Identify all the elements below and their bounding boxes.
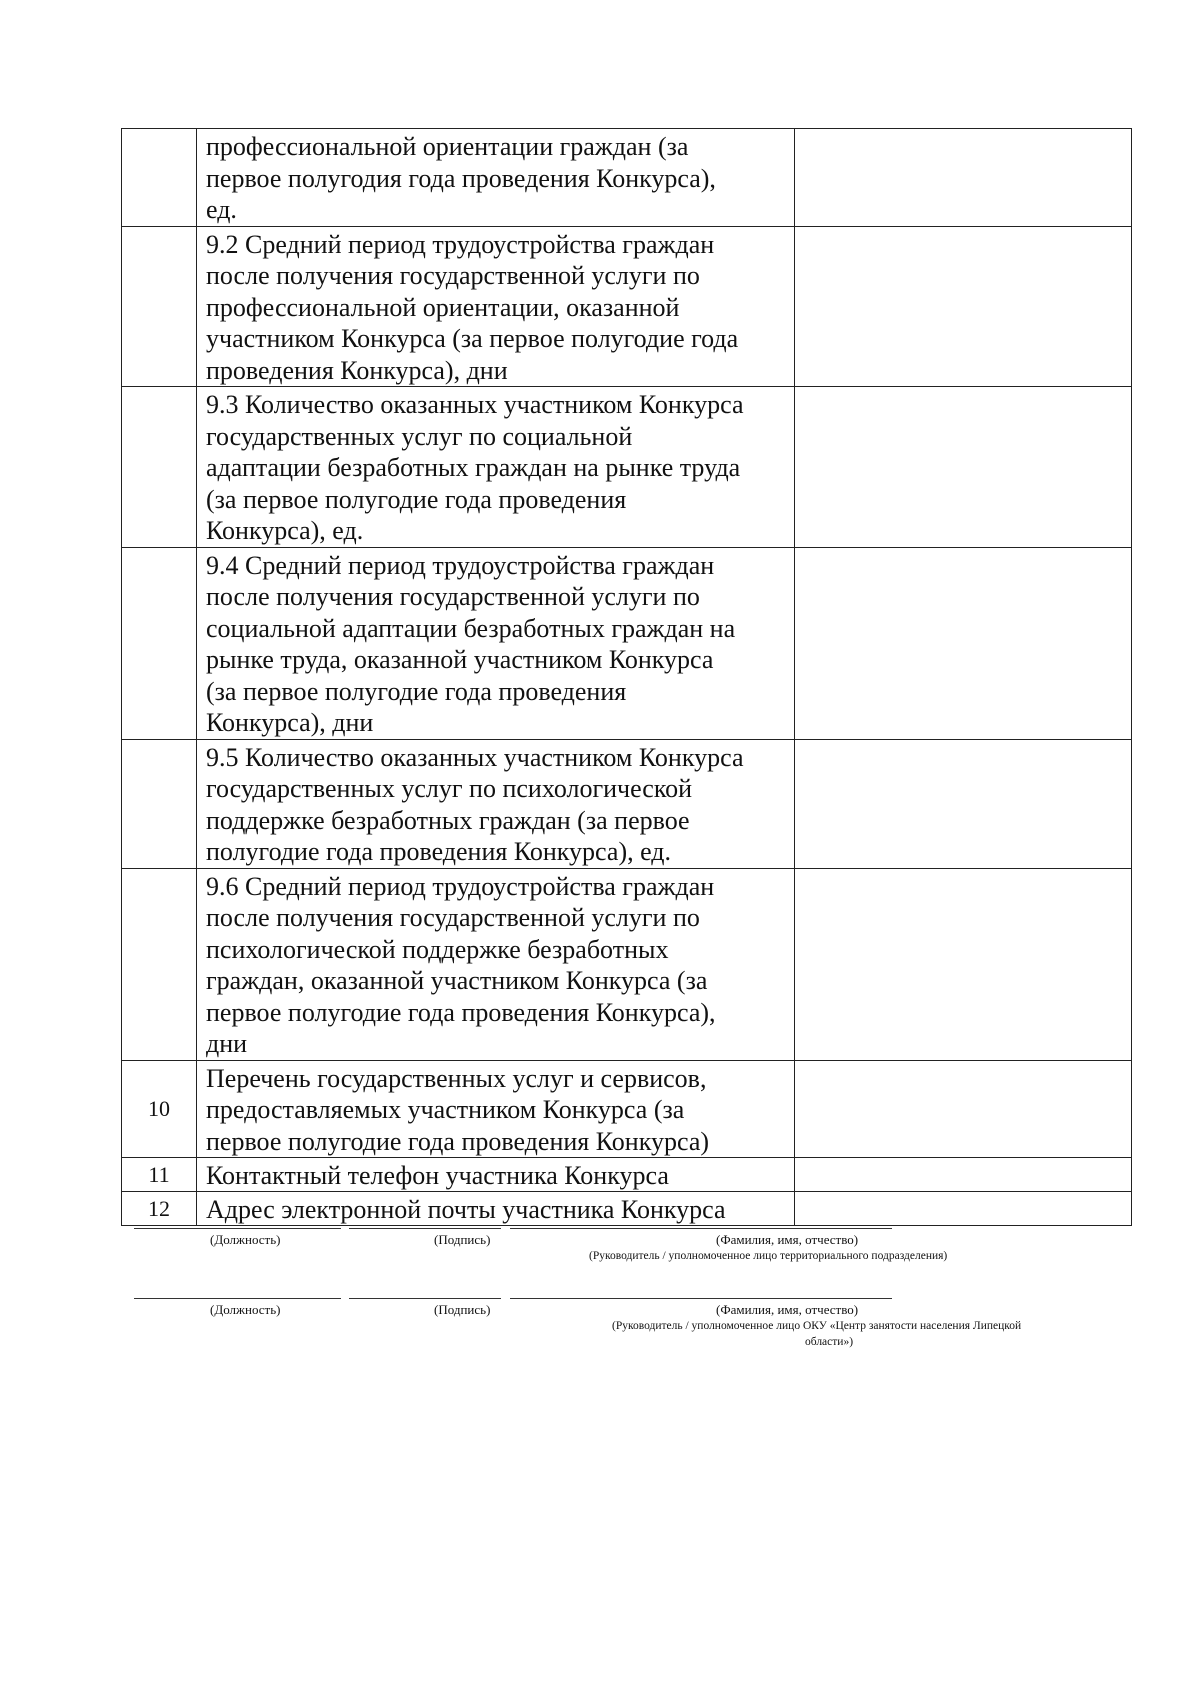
- description-line: дни: [206, 1029, 248, 1058]
- indicator-description-cell: [197, 868, 795, 1060]
- table-row: [122, 387, 1132, 548]
- row-number-cell: [122, 868, 197, 1060]
- row-number-cell: [122, 129, 197, 227]
- description-line: после получения государственной услуги по: [206, 261, 700, 290]
- description-line: (за первое полугодие года проведения: [206, 484, 627, 514]
- position-caption: (Должность): [210, 1232, 281, 1247]
- description-line: Адрес электронной почты участника Конкурса: [206, 1195, 726, 1224]
- description-line: (за первое полугодие года проведения: [206, 676, 627, 706]
- signatory-role-note: (Руководитель / уполномоченное лицо территориального подразделения): [589, 1250, 948, 1262]
- indicator-description-cell: [197, 387, 795, 548]
- signature-caption: (Подпись): [434, 1232, 491, 1247]
- description-line: 9.4 Средний период трудоустройства граждан: [206, 550, 715, 580]
- signature-line: [349, 1298, 501, 1299]
- row-number-cell: [122, 739, 197, 868]
- name-line: [510, 1298, 892, 1299]
- description-line: психологической поддержке безработных: [206, 934, 669, 964]
- description-line: первое полугодие года проведения Конкурса): [206, 1126, 710, 1156]
- table-row: [122, 547, 1132, 739]
- table-row: [122, 1192, 1132, 1226]
- row-number-cell: [122, 226, 197, 387]
- value-cell[interactable]: [795, 1060, 1132, 1158]
- description-line: Конкурса), ед.: [206, 516, 364, 545]
- indicator-description-cell: [197, 226, 795, 387]
- description-line: 9.3 Количество оказанных участником Конкурса: [206, 390, 744, 419]
- description-line: граждан, оказанной участником Конкурса (за: [206, 966, 708, 995]
- description-line: 9.2 Средний период трудоустройства граждан: [206, 229, 715, 259]
- indicator-description-cell: [197, 547, 795, 739]
- signatory-role-note: (Руководитель / уполномоченное лицо ОКУ «Центр занятости населения Липецкой: [612, 1320, 1022, 1332]
- position-line: [134, 1228, 341, 1229]
- name-caption: (Фамилия, имя, отчество): [716, 1232, 859, 1247]
- description-line: государственных услуг по психологической: [206, 774, 693, 803]
- signatory-role-note-cont: области»): [805, 1336, 854, 1348]
- description-line: профессиональной ориентации граждан (за: [206, 132, 689, 161]
- description-line: поддержке безработных граждан (за первое: [206, 805, 690, 835]
- value-cell[interactable]: [795, 1192, 1132, 1226]
- description-line: после получения государственной услуги по: [206, 903, 700, 932]
- description-line: Контактный телефон участника Конкурса: [206, 1161, 669, 1190]
- description-line: Перечень государственных услуг и сервисов,: [206, 1063, 707, 1093]
- position-line: [134, 1298, 341, 1299]
- value-cell[interactable]: [795, 547, 1132, 739]
- description-line: государственных услуг по социальной: [206, 421, 633, 451]
- description-line: адаптации безработных граждан на рынке труда: [206, 453, 741, 482]
- name-caption: (Фамилия, имя, отчество): [716, 1302, 859, 1317]
- table-row: [122, 868, 1132, 1060]
- description-line: 9.6 Средний период трудоустройства граждан: [206, 871, 715, 901]
- description-line: участником Конкурса (за первое полугодие года: [206, 324, 739, 353]
- report-form-table: [121, 128, 1132, 1226]
- indicator-description-cell: [197, 1158, 795, 1192]
- description-line: 9.5 Количество оказанных участником Конкурса: [206, 742, 744, 772]
- table-row: [122, 226, 1132, 387]
- description-line: первое полугодия года проведения Конкурса),: [206, 163, 716, 193]
- description-line: Конкурса), дни: [206, 708, 374, 737]
- description-line: после получения государственной услуги по: [206, 582, 700, 611]
- indicator-description-cell: [197, 1060, 795, 1158]
- description-line: полугодие года проведения Конкурса), ед.: [206, 837, 672, 866]
- table-row: [122, 739, 1132, 868]
- table-body: [122, 129, 1132, 1226]
- value-cell[interactable]: [795, 1158, 1132, 1192]
- description-line: ед.: [206, 195, 237, 224]
- indicator-description-cell: [197, 1192, 795, 1226]
- description-line: рынке труда, оказанной участником Конкурса: [206, 645, 714, 674]
- row-number-cell: 11: [122, 1158, 197, 1192]
- table-row: [122, 1060, 1132, 1158]
- value-cell[interactable]: [795, 129, 1132, 227]
- indicator-description-cell: [197, 129, 795, 227]
- signature-line: [349, 1228, 501, 1229]
- value-cell[interactable]: [795, 387, 1132, 548]
- description-line: проведения Конкурса), дни: [206, 355, 508, 385]
- value-cell[interactable]: [795, 868, 1132, 1060]
- name-line: [510, 1228, 892, 1229]
- row-number-cell: 12: [122, 1192, 197, 1226]
- table-row: [122, 1158, 1132, 1192]
- row-number-cell: [122, 387, 197, 548]
- value-cell[interactable]: [795, 226, 1132, 387]
- value-cell[interactable]: [795, 739, 1132, 868]
- indicator-description-cell: [197, 739, 795, 868]
- signature-caption: (Подпись): [434, 1302, 491, 1317]
- description-line: профессиональной ориентации, оказанной: [206, 292, 680, 322]
- position-caption: (Должность): [210, 1302, 281, 1317]
- row-number-cell: [122, 547, 197, 739]
- description-line: первое полугодие года проведения Конкурса),: [206, 997, 716, 1027]
- description-line: предоставляемых участником Конкурса (за: [206, 1095, 685, 1124]
- row-number-cell: 10: [122, 1060, 197, 1158]
- description-line: социальной адаптации безработных граждан на: [206, 613, 736, 643]
- table-row: [122, 129, 1132, 227]
